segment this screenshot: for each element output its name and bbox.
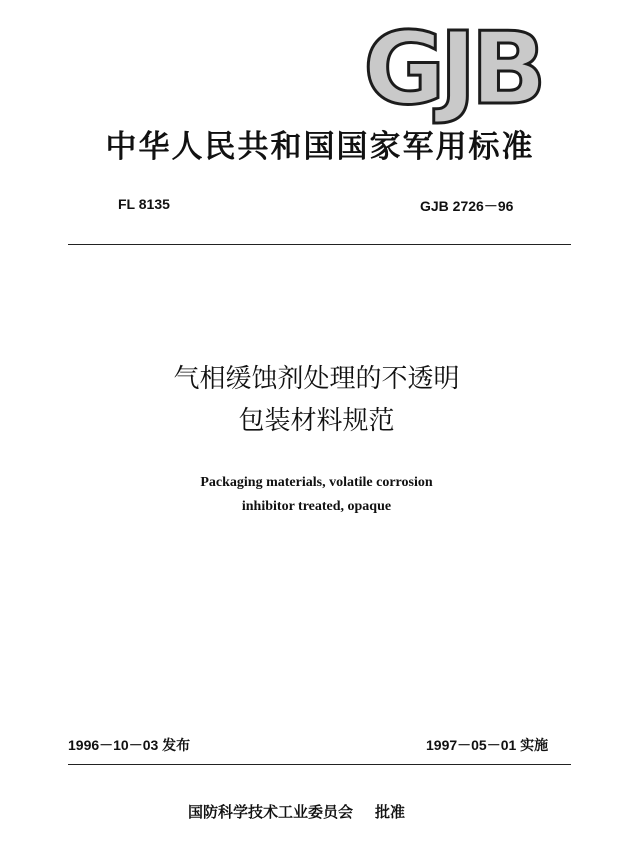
standard-number: GJB 2726－96 <box>420 198 514 214</box>
english-title-line-2: inhibitor treated, opaque <box>241 499 392 514</box>
chinese-title-line-2: 包装材料规范 <box>238 406 395 436</box>
effective-date: 1997－05－01 实施 <box>426 737 549 753</box>
gjb-logo: GJB <box>363 10 541 127</box>
chinese-title-line-1: 气相缓蚀剂处理的不透明 <box>173 364 460 394</box>
top-divider <box>68 244 571 245</box>
bottom-divider <box>68 764 571 765</box>
approval-line <box>188 801 405 822</box>
approval-action: 批准 <box>375 803 406 821</box>
english-title-line-1: Packaging materials, volatile corrosion <box>200 475 433 490</box>
approval-body: 国防科学技术工业委员会 <box>188 803 354 821</box>
classification-code: FL 8135 <box>118 196 170 212</box>
issue-date: 1996－10－03 发布 <box>68 737 191 753</box>
organization-title: 中华人民共和国国家军用标准 <box>105 129 535 165</box>
